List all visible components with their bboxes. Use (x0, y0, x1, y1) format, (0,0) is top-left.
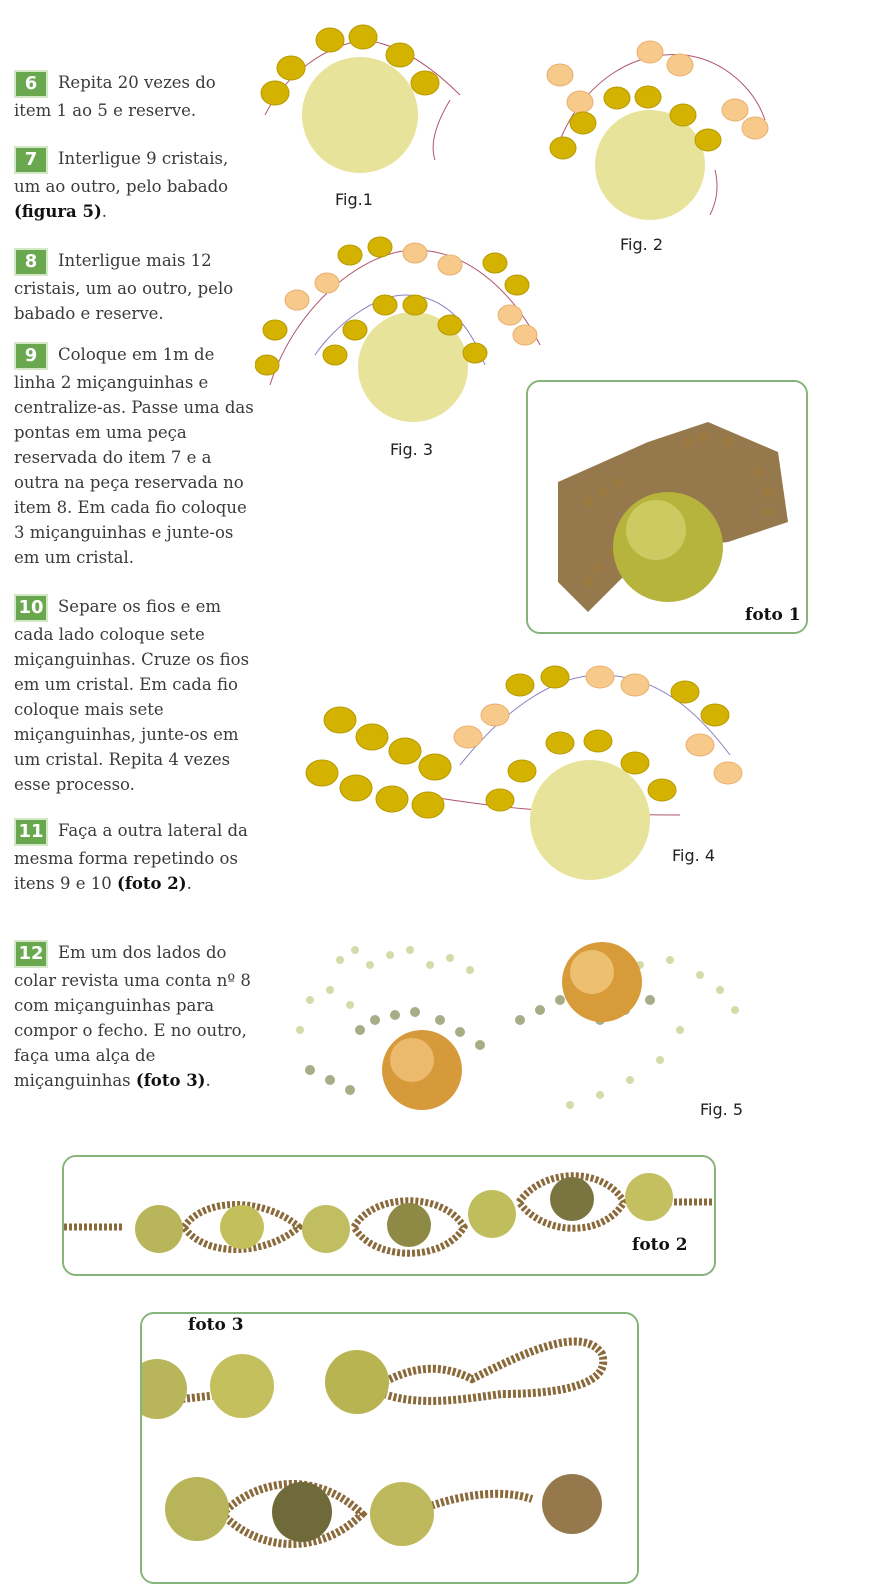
step-12 (14, 940, 254, 1093)
step-text: Em um dos lados do colar revista uma conta nº 8 com miçanguinhas para compor o fecho. E no outro, faça uma alça de miçanguinhas (14, 943, 251, 1090)
figure-3-caption: Fig. 3 (390, 440, 433, 459)
step-text: Coloque em 1m de linha 2 miçanguinhas e centralize-as. Passe uma das pontas em uma peça reservada do item 7 e a outra na peça reservada no item 8. Em cada fio coloque 3 miçanguinhas e junte-os em um cristal. (14, 345, 254, 567)
step-7 (14, 146, 254, 224)
figure-3-diagram (255, 235, 550, 435)
step-11 (14, 818, 254, 896)
step-8 (14, 248, 254, 326)
step-number: 10 (14, 594, 48, 622)
figure-1-diagram (255, 15, 470, 185)
figure-2-diagram (545, 40, 780, 230)
foto-1-caption: foto 1 (745, 605, 801, 625)
step-text-end: . (205, 1071, 211, 1090)
foto-3-photo (140, 1312, 639, 1584)
figure-5-photo (280, 920, 750, 1120)
step-9 (14, 342, 254, 570)
step-number: 12 (14, 940, 48, 968)
step-text: Repita 20 vezes do item 1 ao 5 e reserve. (14, 73, 216, 120)
step-number: 7 (14, 146, 48, 174)
figure-5-caption: Fig. 5 (700, 1100, 743, 1119)
foto-3-caption: foto 3 (188, 1315, 244, 1335)
step-text-end: . (186, 874, 192, 893)
step-10 (14, 594, 254, 797)
step-number: 11 (14, 818, 48, 846)
step-reference: (foto 2) (117, 874, 187, 893)
step-text: Faça a outra lateral da mesma forma repetindo os itens 9 e 10 (14, 821, 248, 893)
step-text-end: . (101, 202, 108, 221)
step-number: 8 (14, 248, 48, 276)
step-text: Interligue mais 12 cristais, um ao outro, pelo babado e reserve. (14, 251, 234, 323)
step-number: 9 (14, 342, 48, 370)
figure-4-caption: Fig. 4 (672, 846, 715, 865)
foto-1-photo (526, 380, 808, 634)
step-number: 6 (14, 70, 48, 98)
figure-1-caption: Fig.1 (335, 190, 373, 209)
step-reference: (foto 3) (135, 1071, 206, 1090)
step-text: Interligue 9 cristais, um ao outro, pelo babado (14, 149, 229, 196)
step-text: Separe os fios e em cada lado coloque sete miçanguinhas. Cruze os fios em um cristal. Em cada fio coloque mais sete miçanguinhas, junte-os em um cristal. Repita 4 vezes esse processo. (14, 597, 250, 794)
foto-2-caption: foto 2 (632, 1235, 688, 1255)
figure-2-caption: Fig. 2 (620, 235, 663, 254)
step-reference: (figura 5) (14, 202, 102, 221)
foto-2-photo (62, 1155, 716, 1276)
step-6 (14, 70, 254, 123)
